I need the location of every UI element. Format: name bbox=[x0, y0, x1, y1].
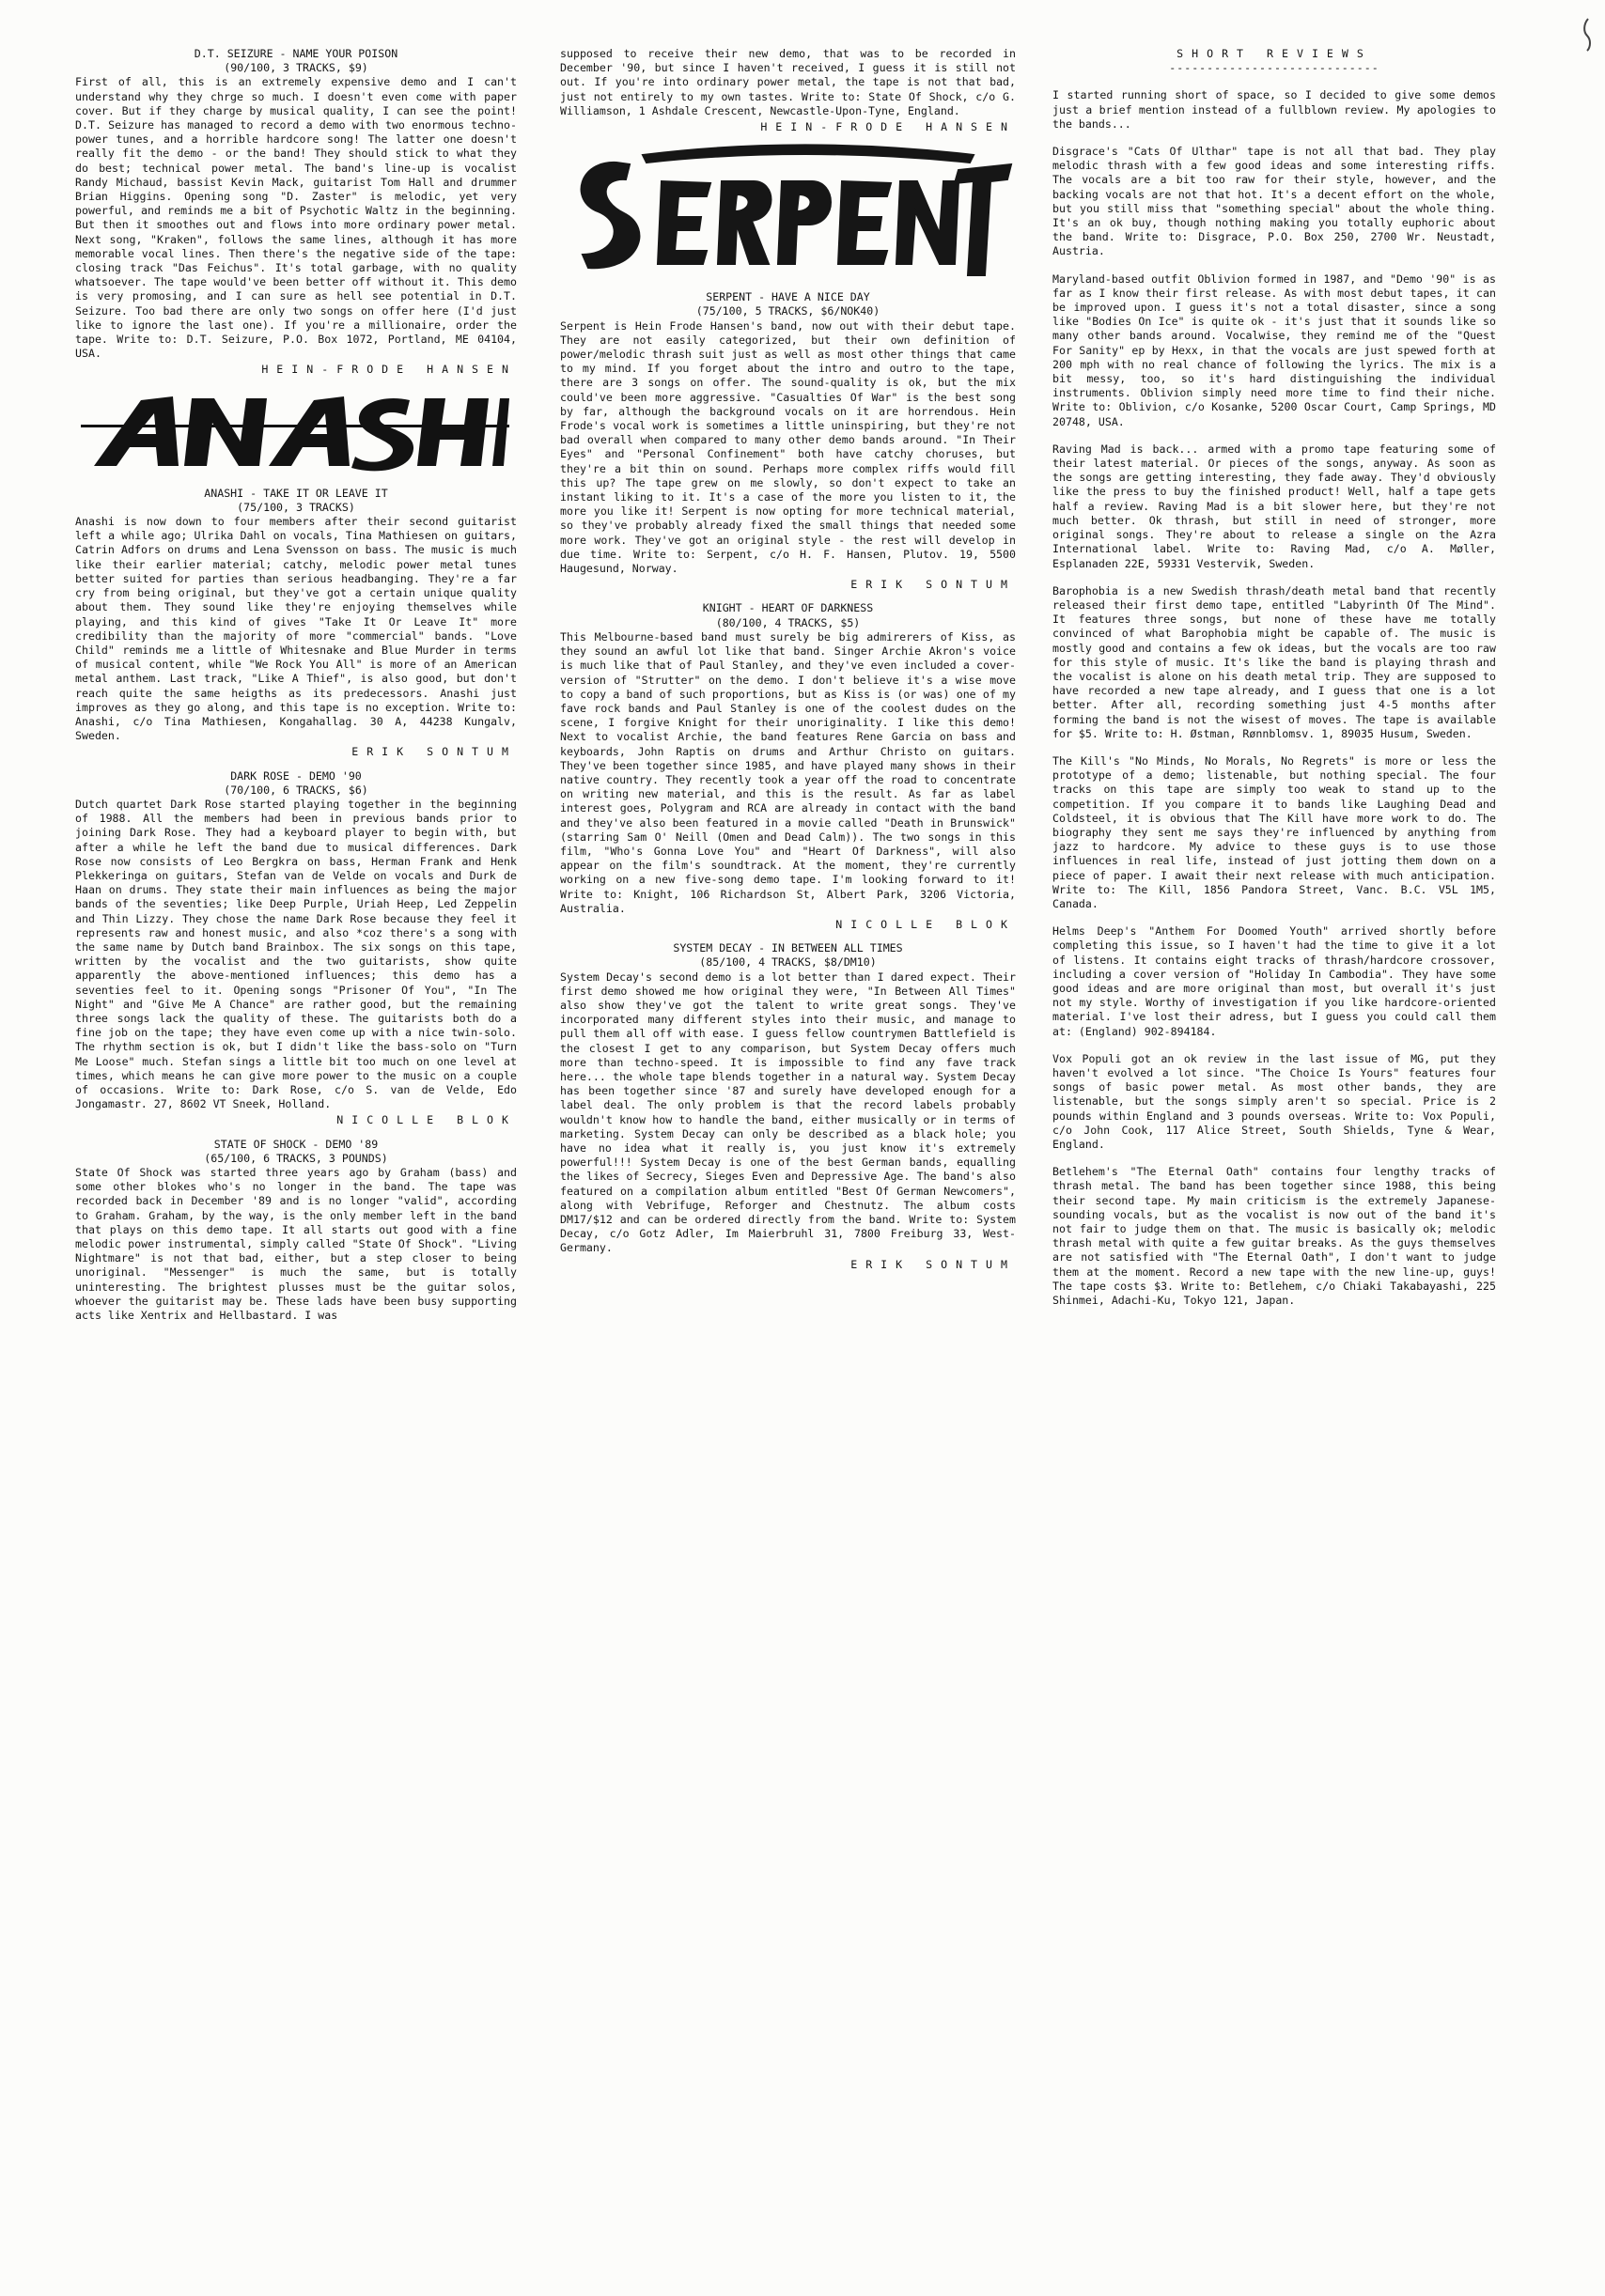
review-rating: (80/100, 4 TRACKS, $5) bbox=[715, 615, 861, 629]
column-middle bbox=[560, 47, 1016, 1281]
review-rating: (90/100, 3 TRACKS, $9) bbox=[224, 61, 368, 75]
review-author: ERIK SONTUM bbox=[850, 578, 1016, 592]
serpent-logo bbox=[560, 144, 1016, 285]
review-author: ERIK SONTUM bbox=[351, 745, 517, 759]
short-review-para: Raving Mad is back... armed with a promo tape featuring some of their latest material. Or pieces of the songs, anyway. As soon as the songs are getting interesting, they fade away. They'd obviously like the press to buy the finished product! Well, half a tape gets half a review. Raving Mad is a bit slower here, but they're not much better. Ok thrash, but still in need of stronger, more original songs. They're about to release a single on the Azra International label. Write to: Raving Mad, c/o A. Møller, Esplanaden 22E, 59331 Vestervik, Sweden. bbox=[1052, 442, 1496, 570]
review-rating: (75/100, 5 TRACKS, $6/NOK40) bbox=[695, 304, 880, 318]
review-head-line: SYSTEM DECAY - IN BETWEEN ALL TIMES bbox=[673, 941, 903, 955]
review-body: supposed to receive their new demo, that was to be recorded in December '90, but since I haven't received, I guess it is still not out. If you're into ordinary power metal, the tape is not that bad, just not entirely to my own tastes. Write to: State Of Shock, c/o G. Williamson, 1 Ashdale Crescent, Newcastle-Upon-Tyne, England. bbox=[560, 47, 1016, 117]
review-body: Dutch quartet Dark Rose started playing together in the beginning of 1988. All the members had been in previous bands prior to joining Dark Rose. They had a keyboard player to begin with, but after a while he left the band due to musical differences. Dark Rose now consists of Leo Bergkra on bass, Herman Frank and Henk Plekkeringa on guitars, Stefan van de Velde on vocals and Durk de Haan on drums. They state their main influences as being the major bands of the seventies; like Deep Purple, Uriah Heep, Led Zeppelin and Thin Lizzy. They chose the name Dark Rose because they feel it represents raw and honest music, and also *coz there's a song with the same name by Dutch band Brainbox. The six songs on this tape, written by the vocalist and the two guitarists, show quite apparently the above-mentioned influences; this demo has a seventies feel to it. Opening songs "Prisoner Of You", "In The Night" and "Give Me A Chance" are rather good, but the remaining three songs lack the quality of these. The guitarists both do a fine job on the tape; they have even come up with a nice twin-solo. The rhythm section is ok, but I didn't like the bass-solo on "Turn Me Loose" much. Stefan sings a little bit too much on one level at times, which means he can give more power to the music on a couple of occasions. Write to: Dark Rose, c/o S. van de Velde, Edo Jongamastr. 27, 8602 VT Sneek, Holland. bbox=[75, 797, 517, 1111]
review-head-line: SERPENT - HAVE A NICE DAY bbox=[706, 290, 870, 304]
short-review-para: Betlehem's "The Eternal Oath" contains four lengthy tracks of thrash metal. The band has been together since 1988, this being their second tape. My main criticism is the extremely Japanese-sounding vocals, but as the vocalist is now out of the band it's not fair to judge them on that. The music is basically ok; melodic thrash metal with quite a few guitar breaks. As the guys themselves are not satisfied with "The Eternal Oath", I don't want to judge them at the moment. Record a new tape with the new line-up, guys! The tape costs $3. Write to: Betlehem, c/o Chiaki Takabayashi, 225 Shinmei, Adachi-Ku, Tokyo 121, Japan. bbox=[1052, 1165, 1496, 1308]
review-head-line: ANASHI - TAKE IT OR LEAVE IT bbox=[204, 486, 388, 500]
review-rating: (75/100, 3 TRACKS) bbox=[237, 500, 355, 514]
anashi-logo bbox=[75, 387, 517, 479]
review-body: Anashi is now down to four members after their second guitarist left a while ago; Ulrika Dahl on vocals, Tina Mathiesen on guitars, Catrin Adfors on drums and Lena Svensson on bass. The music is much like their earlier material; catchy, melodic power metal tunes better suited for parties than serious headbanging. They're a far cry from being original, but they've got a certain unique quality about them. They sound like they're enjoying themselves while playing, and this kind of gives "Take It Or Leave It" more credibility than the majority of more "commercial" bands. "Love Child" reminds me a little of Whitesnake and Blue Murder in terms of musical content, while "We Rock You All" is more of an American metal anthem. Last track, "Like A Thief", is also good, but don't reach quite the same heigths as its predecessors. Anashi just improves as they go along, and this tape is no exception. Write to: Anashi, c/o Tina Mathiesen, Kongahallag. 30 A, 44238 Kungalv, Sweden. bbox=[75, 515, 517, 743]
column-left bbox=[75, 47, 517, 1323]
review-head-line: DARK ROSE - DEMO '90 bbox=[230, 768, 362, 783]
review-serpent bbox=[560, 290, 1016, 592]
review-knight bbox=[560, 601, 1016, 932]
review-anashi bbox=[75, 487, 517, 760]
review-body: State Of Shock was started three years ago by Graham (bass) and some other blokes who's no longer in the band. The tape was recorded back in December '89 and is no longer "valid", according to Graham. Graham, by the way, is the only member left in the band that plays on this demo tape. It all starts out good with a fine melodic power instrumental, simply called "State Of Shock". "Living Nightmare" is not that bad, either, but a step closer to being unoriginal. "Messenger" is much the same, but is totally uninteresting. The brightest plusses must be the guitar solos, whoever the guitarist may be. These lads have been busy supporting acts like Xentrix and Hellbastard. I was bbox=[75, 1166, 517, 1323]
review-system-decay bbox=[560, 941, 1016, 1272]
staple-mark-icon bbox=[1582, 17, 1595, 53]
review-body: First of all, this is an extremely expensive demo and I can't understand why they chrge so much. I doesn't even come with paper cover. But if they charge by musical quality, I can see the point! D.T. Seizure has managed to record a demo with two enormous techno-power tunes, and a horrible hardcore song! The latter one doesn't really fit the demo - or the band! They should stick to what they do best; technical power metal. The band's line-up is vocalist Randy Michaud, bassist Kevin Mack, guitarist Tom Hall and drummer Brian Higgins. Opening song "D. Zaster" is melodic, yet very powerful, and reminds me a bit of Psychotic Waltz in the beginning. But then it smoothes out and flows into more ordinary power metal. Next song, "Kraken", follows the same lines, although it has more memorable vocal lines. Then there's the negative side of the tape: closing track "Das Feichus". It's total garbage, with no quality whatsoever. The tape would've been better off without it. This demo is very promosing, and I can sure as hell see potential in D.T. Seizure. Too bad there are only two songs on offer here (I'd just like to ignore the last one). If you're a millionaire, order the tape. Write to: D.T. Seizure, P.O. Box 1072, Portland, ME 04104, USA. bbox=[75, 75, 517, 361]
review-head-line: D.T. SEIZURE - NAME YOUR POISON bbox=[194, 47, 398, 60]
short-review-para: Vox Populi got an ok review in the last issue of MG, put they haven't evolved a lot since. "The Choice Is Yours" features four songs of basic power metal. As most other bands, they are listenable, but the songs simply aren't so special. Price is 2 pounds within England and 3 pounds overseas. Write to: Vox Populi, c/o John Cook, 117 Alice Street, South Shields, Tyne & Wear, England. bbox=[1052, 1051, 1496, 1152]
review-author: NICOLLE BLOK bbox=[835, 917, 1016, 931]
section-rule: ---------------------------- bbox=[1169, 61, 1379, 75]
short-review-para: Helms Deep's "Anthem For Doomed Youth" arrived shortly before completing this issue, so I haven't had the time to give it a lot of listens. It contains eight tracks of thrash/hardcore crossover, including a cover version of "Holiday In Cambodia". They have some good ideas and are more original than most, but overall it's just not my style. Worthy of investigation if you like hardcore-oriented material. I've lost their adress, but I guess you could call them at: (England) 902-894184. bbox=[1052, 924, 1496, 1038]
short-review-para: The Kill's "No Minds, No Morals, No Regrets" is more or less the prototype of a demo; listenable, but nothing special. The four tracks on this tape are simply too weak to stand up to the competition. If you compare it to bands like Laughing Dead and Coldsteel, it is obvious that The Kill have more work to do. The biography they sent me says they're influenced by anything from jazz to hardcore. My advice to these guys is to use those influences in real life, instead of just jotting them down on a piece of paper. I await their next release with much anticipation. Write to: The Kill, 1856 Pandora Street, Vanc. B.C. V5L 1M5, Canada. bbox=[1052, 753, 1496, 910]
review-author: NICOLLE BLOK bbox=[336, 1113, 517, 1127]
review-author: HEIN-FRODE HANSEN bbox=[760, 120, 1016, 134]
section-title: SHORT REVIEWS bbox=[1176, 47, 1372, 60]
review-state-of-shock-cont bbox=[560, 47, 1016, 134]
review-dt-seizure bbox=[75, 47, 517, 378]
review-head-line: STATE OF SHOCK - DEMO '89 bbox=[213, 1137, 379, 1151]
review-dark-rose bbox=[75, 769, 517, 1128]
review-rating: (85/100, 4 TRACKS, $8/DM10) bbox=[699, 955, 877, 970]
review-author: ERIK SONTUM bbox=[850, 1257, 1016, 1271]
review-rating: (70/100, 6 TRACKS, $6) bbox=[224, 783, 368, 797]
review-body: Serpent is Hein Frode Hansen's band, now out with their debut tape. They are not easily categorized, but their own definition of power/melodic thrash suit just as well as most other things that came to my mind. If you forget about the intro and outro to the tape, there are 3 songs on offer. The sound-quality is ok, but the mix could've been more aggressive. "Casualties Of War" is the best song by far, although the background vocals on it are horrendous. Hein Frode's vocal work is sometimes a little uninspiring, but they're not bad overall when compared to many other demo bands around. "In Their Eyes" and "Personal Confinement" both have catchy choruses, but they're a bit thin on sound. Perhaps more complex riffs would fill this up? The tape grew on me slowly, so don't expect to take an instant liking to it. It's a case of the more you listen to it, the more you like it! Serpent is now opting for more technical material, so they've probably already fixed the small things that needed some more work. They've got an original style - the rest will develop in due time. Write to: Serpent, c/o H. F. Hansen, Plutov. 19, 5500 Haugesund, Norway. bbox=[560, 318, 1016, 576]
review-rating: (65/100, 6 TRACKS, 3 POUNDS) bbox=[204, 1151, 388, 1165]
short-review-para: Disgrace's "Cats Of Ulthar" tape is not all that bad. They play melodic thrash with a few good ideas and some interesting riffs. The vocals are a bit too raw for their style, however, and the backing vocals are not that hot. It's a decent effort on the whole, but you still miss that "something special" about the whole thing. It's an ok buy, though nothing making you totally euphoric about the band. Write to: Disgrace, P.O. Box 250, 2700 Wr. Neustadt, Austria. bbox=[1052, 145, 1496, 258]
review-author: HEIN-FRODE HANSEN bbox=[261, 363, 517, 377]
column-right bbox=[1052, 47, 1496, 1321]
short-review-para: Maryland-based outfit Oblivion formed in 1987, and "Demo '90" is as far as I know their first release. As with most debut tapes, it can be improved upon. I guess it's not a total disaster, since a song like "Bodies On Ice" is quite ok - it's just that it sounds like so many other bands around. Vocalwise, they remind me of the "Quest For Sanity" ep by Hexx, in that the vocals are just spewed forth at 200 mph with no real chance of following the lyrics. The mix is a bit messy, too, so it's hard distinguishing the individual instruments. Oblivion simply need more time to find their niche. Write to: Oblivion, c/o Kosanke, 5200 Oscar Court, Camp Springs, MD 20748, USA. bbox=[1052, 271, 1496, 428]
short-review-para: I started running short of space, so I decided to give some demos just a brief mention instead of a fullblown review. My apologies to the bands... bbox=[1052, 88, 1496, 131]
review-body: This Melbourne-based band must surely be big admirerers of Kiss, as they sound an awful lot like that band. Singer Archie Akron's voice is much like that of Paul Stanley, and they've even included a cover-version of "Strutter" on the demo. I don't believe it's a wise move to copy a band of such proportions, but as Kiss is (or was) one of my fave rock bands and Paul Stanley is one of the coolest dudes on the scene, I forgive Knight for their unoriginality. I like this demo! Next to vocalist Archie, the band features Rene Garcia on bass and keyboards, John Raptis on drums and Arthur Christo on guitars. They've been together since 1985, and have played many shows in their native country. They recently took a year off the road to concentrate on writing new material, and this is the result. As far as label interest goes, Polygram and RCA are already in contact with the band and they've also been featured in a movie called "Death in Brunswick" (starring Sam O' Neill (Omen and Dead Calm)). The two songs in this film, "Who's Gonna Love You" and "Heart Of Darkness", will also appear on the film's soundtrack. At the moment, they're currently working on a new five-song demo tape. I'm looking forward to it! Write to: Knight, 106 Richardson St, Albert Park, 3206 Victoria, Australia. bbox=[560, 629, 1016, 915]
review-head-line: KNIGHT - HEART OF DARKNESS bbox=[702, 601, 874, 615]
review-state-of-shock bbox=[75, 1138, 517, 1324]
short-review-para: Barophobia is a new Swedish thrash/death metal band that recently released their first demo tape, entitled "Labyrinth Of The Mind". It features three songs, but none of these have me totally convinced of what Barophobia might be capable of. The music is mostly good and contains a few ok ideas, but the vocals are too raw for this style of music. It's like the band is playing thrash and the vocalist is alone on his death metal trip. They are supposed to have recorded a new tape already, and I guess that one is a lot better. After all, recording something just 4-5 months after forming the band is not the wisest of moves. The tape is available for $5. Write to: H. Østman, Rønnblomsv. 1, 89035 Husum, Sweden. bbox=[1052, 583, 1496, 740]
review-body: System Decay's second demo is a lot better than I dared expect. Their first demo showed me how original they were, "In Between All Times" also show they've got the talent to write great songs. They've incorporated many different styles into their music, and manage to pull them all off with ease. I guess fellow countrymen Battlefield is the closest I get to any comparison, but System Decay offers much more than techno-speed. It is impossible to find any fave track here... the whole tape blends together in a natural way. System Decay has been together since '87 and surely have developed enough for a label deal. The only problem is that the record labels probably wouldn't know how to handle the band, either musically or in terms of marketing. System Decay can only be described as a black hole; you have no idea what it really is, you just know it's extremely powerful!!! System Decay is one of the best German bands, equalling the likes of Secrecy, Sieges Even and Depressive Age. The band's also featured on a compilation album entitled "Best Of German Newcomers", along with Vebrifuge, Reforger and Chestnutz. The album costs DM17/$12 and can be ordered directly from the band. Write to: System Decay, c/o Gotz Adler, Im Maierbruhl 31, 7800 Freiburg 33, West-Germany. bbox=[560, 970, 1016, 1255]
